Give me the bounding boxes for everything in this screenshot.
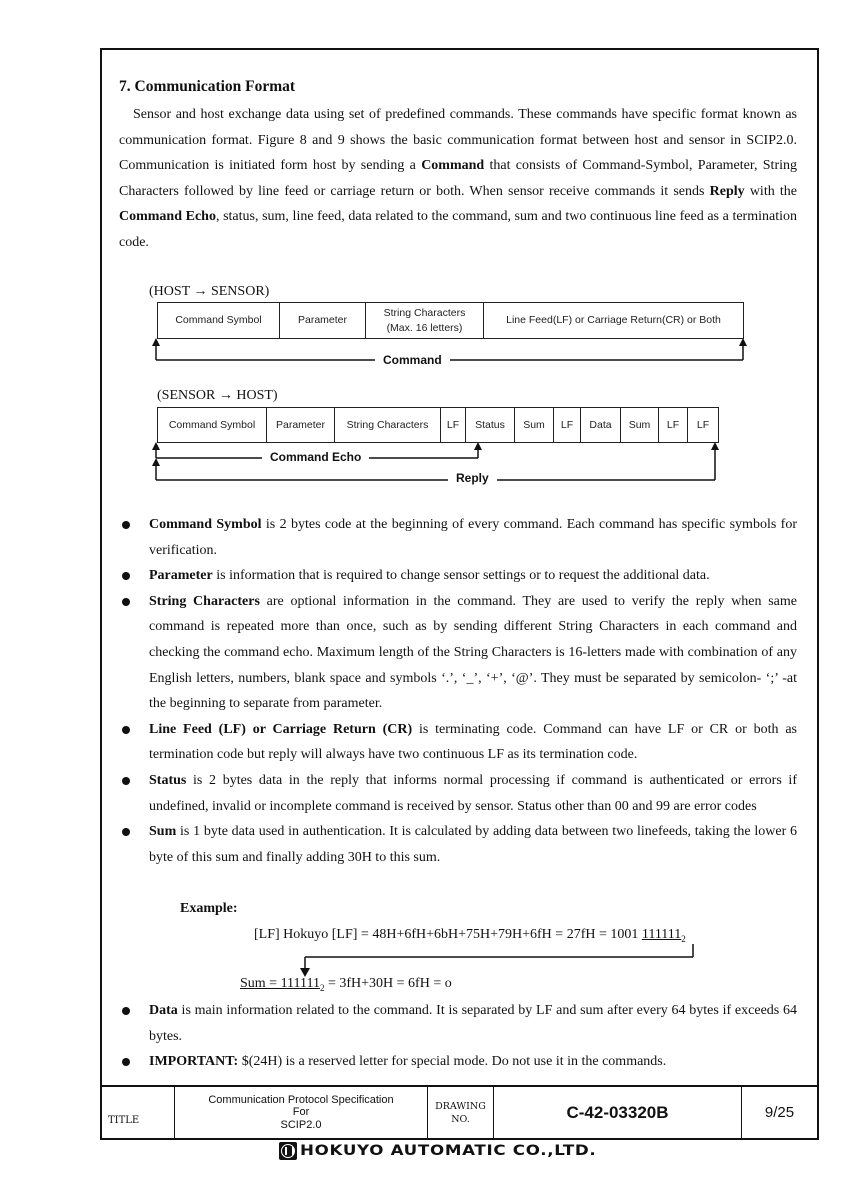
text: is 2 bytes code at the beginning of every command. Each command has specific symbols for verification. <box>149 517 797 558</box>
bullet-icon <box>122 828 130 836</box>
reply-label: Reply <box>448 471 497 485</box>
bullet-icon <box>122 598 130 606</box>
term: Sum <box>149 824 177 840</box>
term: Reply <box>709 183 745 199</box>
base-subscript: 2 <box>319 982 325 993</box>
definition-list-continued <box>119 998 797 1075</box>
format-field: Parameter <box>267 408 335 442</box>
term: Data <box>149 1003 178 1018</box>
bullet-icon <box>122 521 130 529</box>
list-item <box>119 998 797 1049</box>
arrow-up-icon <box>152 442 160 450</box>
sensor-to-host-label: (SENSOR → HOST) <box>157 388 278 403</box>
example-arrow <box>295 944 705 980</box>
sum-result: Sum = 111111 <box>240 976 320 991</box>
list-item <box>119 563 797 589</box>
format-field: Line Feed(LF) or Carriage Return(CR) or Both <box>506 314 721 326</box>
hokuyo-logo-icon <box>279 1142 297 1160</box>
example-label: Example: <box>180 901 238 916</box>
term: Line Feed (LF) or Carriage Return (CR) <box>149 721 413 737</box>
document-title-line: SCIP2.0 <box>280 1118 322 1131</box>
format-field: Status <box>466 408 515 442</box>
drawing-label-line: NO. <box>451 1113 470 1125</box>
example-line-1 <box>254 927 686 944</box>
page-number: 9/25 <box>764 1104 795 1121</box>
term: Command Echo <box>119 209 216 225</box>
term: Status <box>149 772 187 788</box>
format-field: LF <box>441 408 466 442</box>
drawing-label-line: DRAWING <box>435 1100 486 1112</box>
intro-paragraph <box>119 102 797 256</box>
base-subscript: 2 <box>681 933 686 944</box>
list-item <box>119 819 797 870</box>
list-item <box>119 589 797 717</box>
format-field: String Characters <box>335 408 441 442</box>
list-item <box>119 768 797 819</box>
term: Command <box>421 158 485 174</box>
list-item <box>119 1049 797 1075</box>
format-field: Data <box>581 408 621 442</box>
text: with the <box>744 183 797 199</box>
example-expression: [LF] Hokuyo [LF] = 48H+6fH+6bH+75H+79H+6fH = 27fH = 1001 <box>254 927 642 942</box>
text: , status, sum, line feed, data related to the command, sum and two continuous line feed as a termination code. <box>119 209 797 250</box>
document-title-line: Communication Protocol Specification <box>208 1093 394 1106</box>
host-to-sensor-label: (HOST → SENSOR) <box>149 284 270 299</box>
list-item <box>119 512 797 563</box>
format-field: Sum <box>621 408 659 442</box>
text: Sensor and host exchange data using set of predefined commands. These commands have specific format known as communication format. Figure 8 and 9 shows the basic communication format between host and sensor in SCIP2.0. Communication is initiated form host by sending a <box>119 107 797 174</box>
arrow-up-icon <box>152 458 160 466</box>
definition-list <box>119 512 797 870</box>
term: Parameter <box>149 568 213 584</box>
reply-format-box <box>157 407 719 443</box>
arrow-up-icon <box>739 338 747 346</box>
bullet-icon <box>122 726 130 734</box>
command-bracket-label: Command <box>375 353 450 367</box>
arrow-up-icon <box>152 338 160 346</box>
text: is terminating code. Command can have LF or CR or both as termination code but reply will always have two continuous LF as its termination code. <box>149 721 797 763</box>
bullet-icon <box>122 1058 130 1066</box>
format-field: Sum <box>515 408 554 442</box>
format-field: String Characters (Max. 16 letters) <box>366 303 484 338</box>
arrow-up-icon <box>474 442 482 450</box>
example-line-2 <box>240 976 452 993</box>
text: $(24H) is a reserved letter for special mode. Do not use it in the commands. <box>238 1054 667 1070</box>
list-item <box>119 717 797 768</box>
text: is 2 bytes data in the reply that informs normal processing if command is authenticated or errors if undefined, invalid or incomplete command is received by sensor. Status other than 00 and 99 are error codes <box>149 772 797 814</box>
command-echo-label: Command Echo <box>262 450 369 464</box>
section-heading: 7. Communication Format <box>119 78 296 95</box>
drawing-number: C-42-03320B <box>494 1087 742 1138</box>
term: IMPORTANT: <box>149 1054 239 1070</box>
format-field: Parameter <box>280 303 366 338</box>
format-field: LF <box>696 418 710 431</box>
arrow-up-icon <box>711 442 719 450</box>
company-logo <box>279 1142 597 1160</box>
reply-brackets <box>148 440 728 490</box>
text: is 1 byte data used in authentication. It is calculated by adding data between two linefeeds, taking the lower 6 byte of this sum and finally adding 30H to this sum. <box>149 824 797 865</box>
format-field: LF <box>554 408 581 442</box>
format-field: Command Symbol <box>158 303 280 338</box>
document-title <box>175 1087 428 1138</box>
bullet-icon <box>122 777 130 785</box>
term: Command Symbol <box>149 517 262 532</box>
company-name: HOKUYO AUTOMATIC CO.,LTD. <box>300 1143 597 1159</box>
text: is main information related to the command. It is separated by LF and sum after every 64 bytes if exceeds 64 bytes. <box>149 1003 797 1044</box>
format-field: LF <box>659 408 688 442</box>
title-label: TITLE <box>100 1087 175 1138</box>
bullet-icon <box>122 572 130 580</box>
example-lower-bits: 111111 <box>641 927 682 942</box>
document-title-line: For <box>292 1106 310 1119</box>
command-bracket <box>148 336 758 370</box>
drawing-no-label <box>428 1087 494 1138</box>
command-format-box <box>157 302 744 339</box>
format-field: Command Symbol <box>158 408 267 442</box>
term: String Characters <box>149 593 260 609</box>
text: is information that is required to change sensor settings or to request the additional data. <box>212 568 710 584</box>
bullet-icon <box>122 1007 130 1015</box>
sum-calculation: = 3fH+30H = 6fH = o <box>324 976 452 991</box>
text: that consists of Command-Symbol, Parameter, String Characters followed by line feed or carriage return or both. When sensor receive commands it sends <box>119 158 797 199</box>
title-block <box>100 1085 817 1138</box>
text: are optional information in the command. They are used to verify the reply when same command is repeated more than once, such as by sending different String Characters in each command and checking the command echo. Maximum length of the String Characters is 16-letters made with combination of any English letters, numbers, blank space and symbols ‘.’, ‘_’, ‘+’, ‘@’. They must be separated by semicolon- ‘;’ -at the beginning to separate from parameter. <box>149 593 797 712</box>
